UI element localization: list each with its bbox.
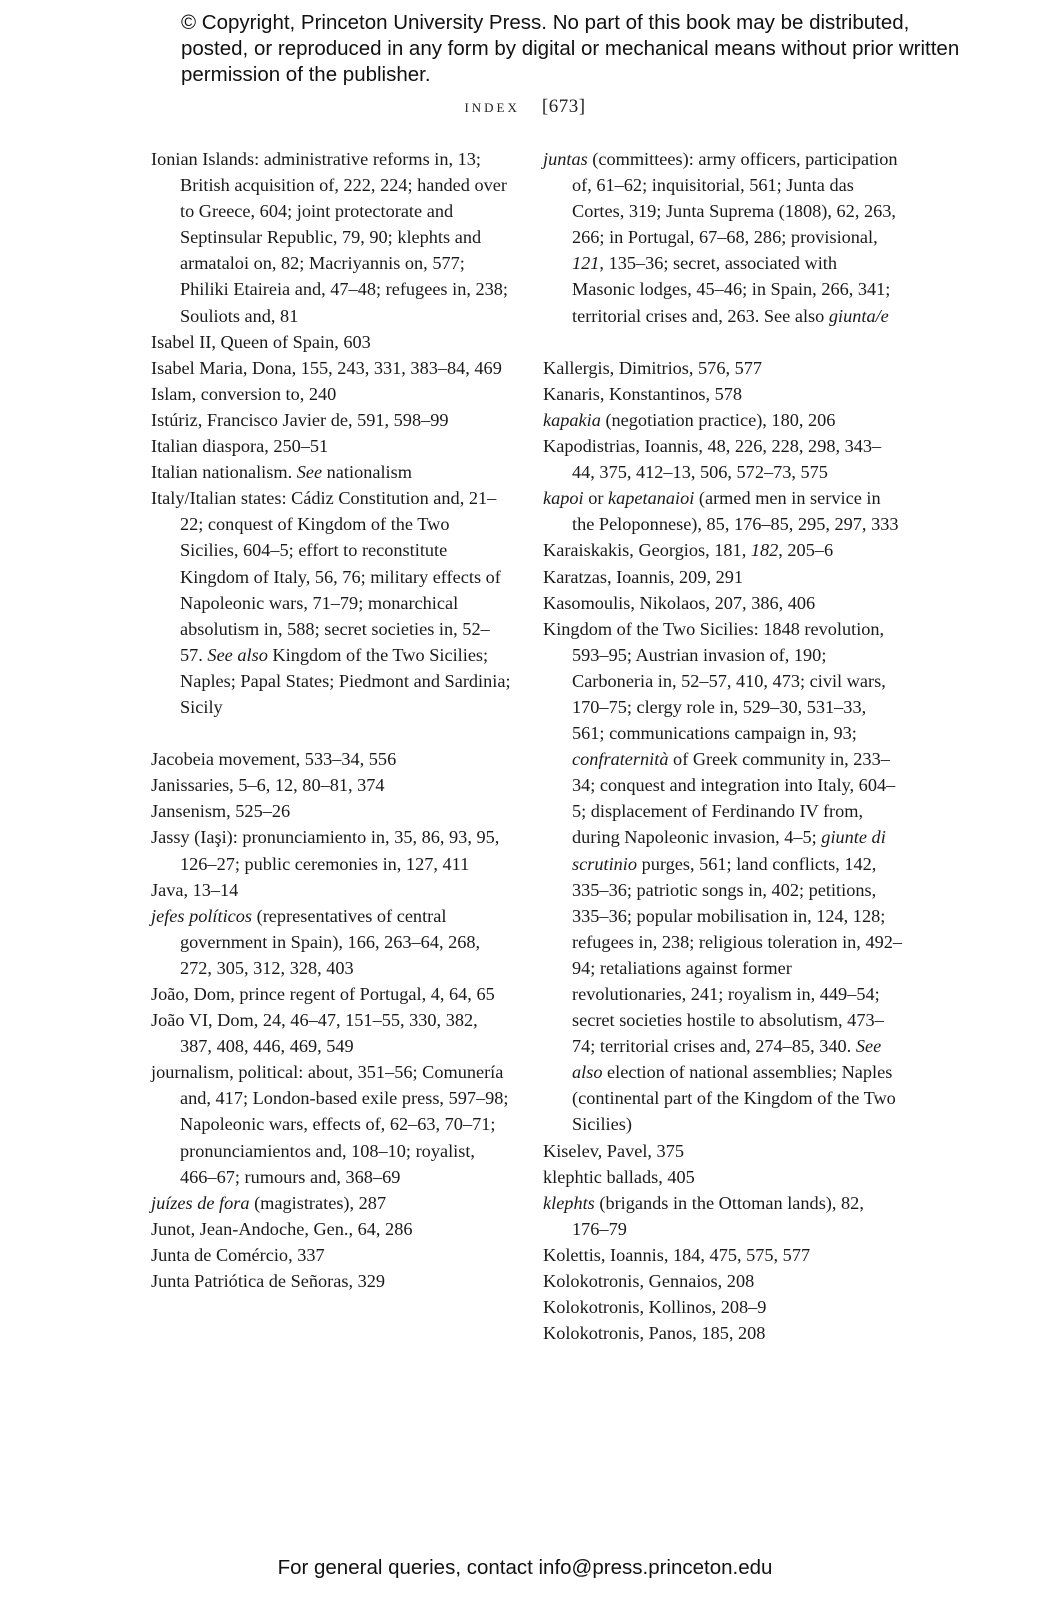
- index-entry-text: or: [583, 488, 608, 509]
- index-entry: [151, 1268, 511, 1294]
- index-entry-italic-text: 182: [750, 540, 779, 561]
- copyright-notice: © Copyright, Princeton University Press. No part of this book may be distributed, posted, or reproduced in any form by digital or mechanical means without prior written permission of the publisher.: [181, 11, 960, 86]
- index-entry-text: Junta Patriótica de Señoras, 329: [151, 1271, 386, 1292]
- index-entry: [543, 1242, 903, 1268]
- index-entry: [151, 459, 511, 485]
- index-entry: [151, 798, 511, 824]
- letter-group-gap: [543, 329, 903, 355]
- index-entry-text: nationalism: [322, 462, 412, 483]
- index-entry-text: Kanaris, Konstantinos, 578: [543, 383, 743, 404]
- index-entry-text: Kolokotronis, Panos, 185, 208: [543, 1323, 766, 1344]
- index-entry-text: Isabel II, Queen of Spain, 603: [151, 331, 371, 352]
- index-entry-text: Jansenism, 525–26: [151, 801, 291, 822]
- index-entry: [151, 329, 511, 355]
- index-entry-text: (armed men in service in the Peloponnese), 85, 176–85, 295, 297, 333: [572, 488, 899, 535]
- index-entry: [151, 1059, 511, 1189]
- index-entry-text: Junot, Jean-Andoche, Gen., 64, 286: [151, 1218, 413, 1239]
- page-number: [673]: [541, 96, 586, 117]
- letter-group-gap: [151, 720, 511, 746]
- index-entry: [151, 1007, 511, 1059]
- index-entry-italic-text: kapoi: [543, 488, 584, 509]
- index-entry: [151, 1190, 511, 1216]
- index-entry: [543, 355, 903, 381]
- index-entry-italic-text: giunta/e: [828, 305, 889, 326]
- index-entry-italic-text: See: [296, 462, 323, 483]
- index-entry-text: Kolettis, Ioannis, 184, 475, 575, 577: [543, 1244, 811, 1265]
- index-entry-italic-text: kapakia: [543, 409, 601, 430]
- index-entry-text: João VI, Dom, 24, 46–47, 151–55, 330, 382, 387, 408, 446, 469, 549: [151, 1010, 478, 1057]
- index-entry-text: (representatives of central government in Spain), 166, 263–64, 268, 272, 305, 312, 328, 403: [180, 905, 481, 978]
- index-entry-italic-text: jefes políticos: [151, 905, 253, 926]
- index-entry: [151, 1242, 511, 1268]
- index-entry-text: Java, 13–14: [151, 879, 239, 900]
- index-entry: [543, 1294, 903, 1320]
- index-entry-text: Kolokotronis, Gennaios, 208: [543, 1271, 755, 1292]
- index-entry-text: Karaiskakis, Georgios, 181,: [543, 540, 751, 561]
- index-entry: [543, 407, 903, 433]
- index-entry-text: of Greek community in, 233–34; conquest and integration into Italy, 604–5; displacement of Ferdinando IV from, during Napoleonic invasion, 4–5;: [572, 749, 896, 848]
- index-entry: [543, 564, 903, 590]
- index-entry-italic-text: confraternità: [572, 749, 669, 770]
- index-entry: [151, 355, 511, 381]
- index-entry-text: , 135–36; secret, associated with Masonic lodges, 45–46; in Spain, 266, 341; territorial crises and, 263. See also: [572, 253, 891, 326]
- index-entry: [151, 877, 511, 903]
- index-entry-italic-text: 121: [572, 253, 600, 274]
- index-entry-text: João, Dom, prince regent of Portugal, 4, 64, 65: [151, 984, 495, 1004]
- index-entry-text: Janissaries, 5–6, 12, 80–81, 374: [151, 775, 385, 796]
- index-entry: [543, 1138, 903, 1164]
- index-entry: [543, 537, 903, 563]
- index-entry-text: Kallergis, Dimitrios, 576, 577: [543, 357, 763, 378]
- index-entry: [543, 616, 903, 1138]
- index-entry-text: Kingdom of the Two Sicilies; Naples; Papal States; Piedmont and Sardinia; Sicily: [180, 644, 511, 717]
- index-entry-text: Kolokotronis, Kollinos, 208–9: [543, 1297, 767, 1318]
- index-entry-text: klephtic ballads, 405: [543, 1166, 695, 1187]
- index-entry-italic-text: juntas: [543, 149, 588, 169]
- index-entry-text: Kingdom of the Two Sicilies: 1848 revolution, 593–95; Austrian invasion of, 190; Carboneria in, 52–57, 410, 473; civil wars, 170–75; clergy role in, 529–30, 531–33, 561; communications campaign in, 93;: [543, 618, 886, 744]
- index-entry: [151, 824, 511, 876]
- index-entry: [543, 590, 903, 616]
- running-head: [0, 96, 1050, 118]
- index-entry-text: Kasomoulis, Nikolaos, 207, 386, 406: [543, 592, 816, 613]
- index-entry: [151, 981, 511, 1007]
- index-entry: [543, 1164, 903, 1190]
- index-entry-text: election of national assemblies; Naples (continental part of the Kingdom of the Two Sicilies): [572, 1062, 896, 1135]
- index-entry-text: purges, 561; land conflicts, 142, 335–36; patriotic songs in, 402; petitions, 335–36; popular mobilisation in, 124, 128; refugees in, 238; religious toleration in, 492–94; retaliations against former revolutionaries, 241; royalism in, 449–54; secret societies hostile to absolutism, 473–74; territorial crises and, 274–85, 340.: [572, 853, 903, 1057]
- index-entry: [151, 146, 511, 329]
- index-entry: [543, 485, 903, 537]
- index-entry-text: Karatzas, Ioannis, 209, 291: [543, 566, 744, 587]
- index-entry: [151, 485, 511, 720]
- index-entry-text: (magistrates), 287: [249, 1192, 387, 1213]
- index-entry: [543, 146, 903, 329]
- index-entry: [543, 381, 903, 407]
- index-entry-text: Italy/Italian states: Cádiz Constitution and, 21–22; conquest of Kingdom of the Two Sicilies, 604–5; effort to reconstitute Kingdom of Italy, 56, 76; military effects of Napoleonic wars, 71–79; monarchical absolutism in, 588; secret societies in, 52–57.: [151, 488, 501, 665]
- index-entry: [151, 903, 511, 981]
- index-entry: [151, 746, 511, 772]
- index-entry-text: Islam, conversion to, 240: [151, 383, 337, 404]
- index-entry-text: Kapodistrias, Ioannis, 48, 226, 228, 298, 343–44, 375, 412–13, 506, 572–73, 575: [543, 436, 882, 483]
- index-entry-text: Ionian Islands: administrative reforms in, 13; British acquisition of, 222, 224; handed over to Greece, 604; joint protectorate and Septinsular Republic, 79, 90; klephts and armataloi on, 82; Macriyannis on, 577; Philiki Etaireia and, 47–48; refugees in, 238; Souliots and, 81: [151, 149, 508, 326]
- index-column-left: [151, 146, 511, 1294]
- index-entry: [151, 381, 511, 407]
- index-entry-text: , 205–6: [778, 540, 834, 561]
- index-entry-italic-text: See also: [572, 1036, 882, 1083]
- index-entry-text: Isabel Maria, Dona, 155, 243, 331, 383–84, 469: [151, 357, 502, 378]
- index-entry-text: Junta de Comércio, 337: [151, 1244, 325, 1265]
- index-entry: [543, 1268, 903, 1294]
- index-entry-text: Kiselev, Pavel, 375: [543, 1140, 684, 1161]
- index-entry-text: Jacobeia movement, 533–34, 556: [151, 749, 397, 770]
- index-entry: [543, 433, 903, 485]
- index-entry-text: journalism, political: about, 351–56; Comunería and, 417; London-based exile press, 597–98; Napoleonic wars, effects of, 62–63, 70–71; pronunciamientos and, 108–10; royalist, 466–67; rumours and, 368–69: [151, 1062, 509, 1187]
- index-entry-text: Jassy (Iaşi): pronunciamiento in, 35, 86, 93, 95, 126–27; public ceremonies in, 127, 411: [151, 827, 500, 874]
- index-entry: [151, 407, 511, 433]
- index-entry: [151, 1216, 511, 1242]
- index-entry-text: (brigands in the Ottoman lands), 82, 176–79: [572, 1192, 864, 1239]
- index-entry-text: Istúriz, Francisco Javier de, 591, 598–99: [151, 409, 449, 430]
- index-entry-italic-text: kapetanaioi: [608, 488, 695, 509]
- index-column-right: [543, 146, 903, 1346]
- index-entry: [543, 1190, 903, 1242]
- index-entry-text: (negotiation practice), 180, 206: [600, 409, 836, 430]
- index-entry-text: (committees): army officers, participation of, 61–62; inquisitorial, 561; Junta das Cortes, 319; Junta Suprema (1808), 62, 263, 266; in Portugal, 67–68, 286; provisional,: [572, 149, 898, 248]
- index-entry: [151, 433, 511, 459]
- index-entry-italic-text: See also: [207, 644, 268, 665]
- index-entry-italic-text: giunte di scrutinio: [572, 827, 886, 874]
- index-entry-text: Italian nationalism.: [151, 462, 297, 483]
- index-entry-italic-text: klephts: [543, 1192, 595, 1213]
- index-entry: [543, 1320, 903, 1346]
- index-entry: [151, 772, 511, 798]
- contact-footer: For general queries, contact info@press.princeton.edu: [277, 1556, 773, 1579]
- index-entry-italic-text: juízes de fora: [151, 1192, 250, 1213]
- running-head-label: index: [464, 96, 520, 116]
- index-entry-text: Italian diaspora, 250–51: [151, 436, 329, 457]
